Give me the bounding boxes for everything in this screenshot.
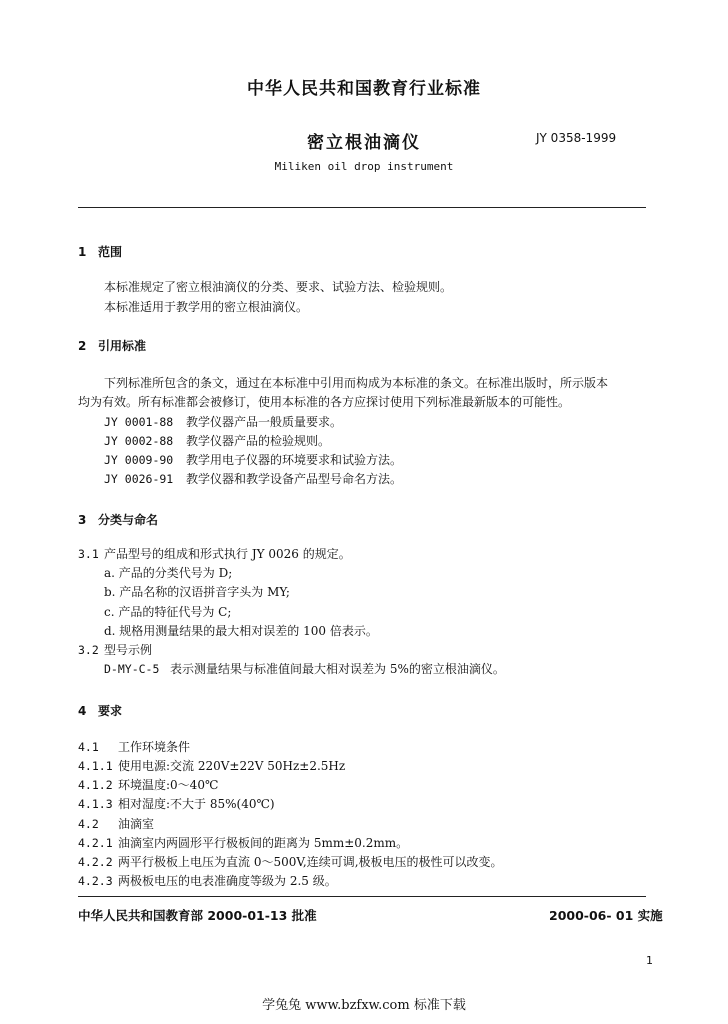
clause xyxy=(78,834,408,851)
reference-title: 教学仪器产品一般质量要求。 xyxy=(186,415,343,429)
section-title: 分类与命名 xyxy=(98,513,159,527)
section-2-heading xyxy=(78,337,146,354)
source-watermark: 学兔兔 www.bzfxw.com 标准下载 xyxy=(262,998,466,1013)
reference-item xyxy=(104,432,330,449)
approval-line: 中华人民共和国教育部 2000-01-13 批准 xyxy=(78,908,317,923)
clause-number: 4.2.1 xyxy=(78,836,113,850)
paragraph: 均为有效。所有标准都会被修订，使用本标准的各方应探讨使用下列标准最新版本的可能性。 xyxy=(78,395,571,409)
section-title: 要求 xyxy=(98,704,123,718)
reference-title: 教学用电子仪器的环境要求和试验方法。 xyxy=(186,453,403,467)
clause xyxy=(78,776,218,793)
list-item: b. 产品名称的汉语拼音字头为 MY; xyxy=(104,585,290,599)
section-4-heading xyxy=(78,702,122,719)
clause-text: 两平行极板上电压为直流 0～500V,连续可调,极板电压的极性可以改变。 xyxy=(118,855,503,869)
reference-code: JY 0001-88 xyxy=(104,415,174,429)
clause-number: 4.1 xyxy=(78,740,99,754)
clause-text: 油滴室 xyxy=(118,817,155,831)
clause-text: 型号示例 xyxy=(104,643,153,657)
section-number: 3 xyxy=(78,513,87,527)
model-code: D-MY-C-5 xyxy=(104,662,160,676)
section-title: 引用标准 xyxy=(98,339,147,353)
reference-code: JY 0026-91 xyxy=(104,472,174,486)
clause xyxy=(78,738,190,755)
clause xyxy=(78,641,152,658)
implementation-date: 2000-06- 01 实施 xyxy=(549,908,663,923)
clause xyxy=(78,872,337,889)
section-number: 2 xyxy=(78,339,87,353)
clause xyxy=(78,545,351,562)
model-description: 表示测量结果与标准值间最大相对误差为 5%的密立根油滴仪。 xyxy=(170,662,505,676)
reference-code: JY 0002-88 xyxy=(104,434,174,448)
clause-number: 4.1.1 xyxy=(78,759,113,773)
clause-text: 使用电源:交流 220V±22V 50Hz±2.5Hz xyxy=(118,759,346,773)
clause-number: 3.2 xyxy=(78,643,99,657)
clause-text: 油滴室内两圆形平行极板间的距离为 5mm±0.2mm。 xyxy=(118,836,409,850)
clause-number: 3.1 xyxy=(78,547,99,561)
clause-text: 环境温度:0～40℃ xyxy=(118,778,219,792)
clause-text: 相对湿度:不大于 85%(40℃) xyxy=(118,797,275,811)
clause-number: 4.1.3 xyxy=(78,797,113,811)
clause xyxy=(78,795,275,812)
model-example xyxy=(104,660,505,677)
clause-number: 4.2 xyxy=(78,817,99,831)
clause xyxy=(78,853,503,870)
paragraph: 本标准规定了密立根油滴仪的分类、要求、试验方法、检验规则。 xyxy=(104,280,453,294)
reference-item xyxy=(104,470,402,487)
paragraph: 下列标准所包含的条文，通过在本标准中引用而构成为本标准的条文。在标准出版时，所示版本 xyxy=(104,376,609,390)
clause-number: 4.1.2 xyxy=(78,778,113,792)
reference-title: 教学仪器和教学设备产品型号命名方法。 xyxy=(186,472,403,486)
list-item: a. 产品的分类代号为 D; xyxy=(104,566,233,580)
list-item: c. 产品的特征代号为 C; xyxy=(104,605,232,619)
footer-rule xyxy=(78,896,646,897)
section-number: 4 xyxy=(78,704,87,718)
list-item: d. 规格用测量结果的最大相对误差的 100 倍表示。 xyxy=(104,624,378,638)
issuer-title: 中华人民共和国教育行业标准 xyxy=(247,79,481,99)
page-number: 1 xyxy=(646,954,653,967)
reference-item xyxy=(104,451,402,468)
reference-item xyxy=(104,413,342,430)
header-rule xyxy=(78,207,646,208)
clause-text: 工作环境条件 xyxy=(118,740,191,754)
reference-code: JY 0009-90 xyxy=(104,453,174,467)
english-title: Miliken oil drop instrument xyxy=(274,160,454,173)
standard-code: JY 0358-1999 xyxy=(536,131,617,145)
document-title: 密立根油滴仪 xyxy=(307,133,421,153)
section-number: 1 xyxy=(78,245,87,259)
clause-text: 产品型号的组成和形式执行 JY 0026 的规定。 xyxy=(104,547,351,561)
section-3-heading xyxy=(78,511,158,528)
paragraph: 本标准适用于教学用的密立根油滴仪。 xyxy=(104,300,309,314)
clause-number: 4.2.2 xyxy=(78,855,113,869)
section-1-heading xyxy=(78,243,122,260)
clause-text: 两极板电压的电表准确度等级为 2.5 级。 xyxy=(118,874,337,888)
reference-title: 教学仪器产品的检验规则。 xyxy=(186,434,331,448)
section-title: 范围 xyxy=(98,245,123,259)
clause xyxy=(78,757,345,774)
clause-number: 4.2.3 xyxy=(78,874,113,888)
clause xyxy=(78,815,154,832)
